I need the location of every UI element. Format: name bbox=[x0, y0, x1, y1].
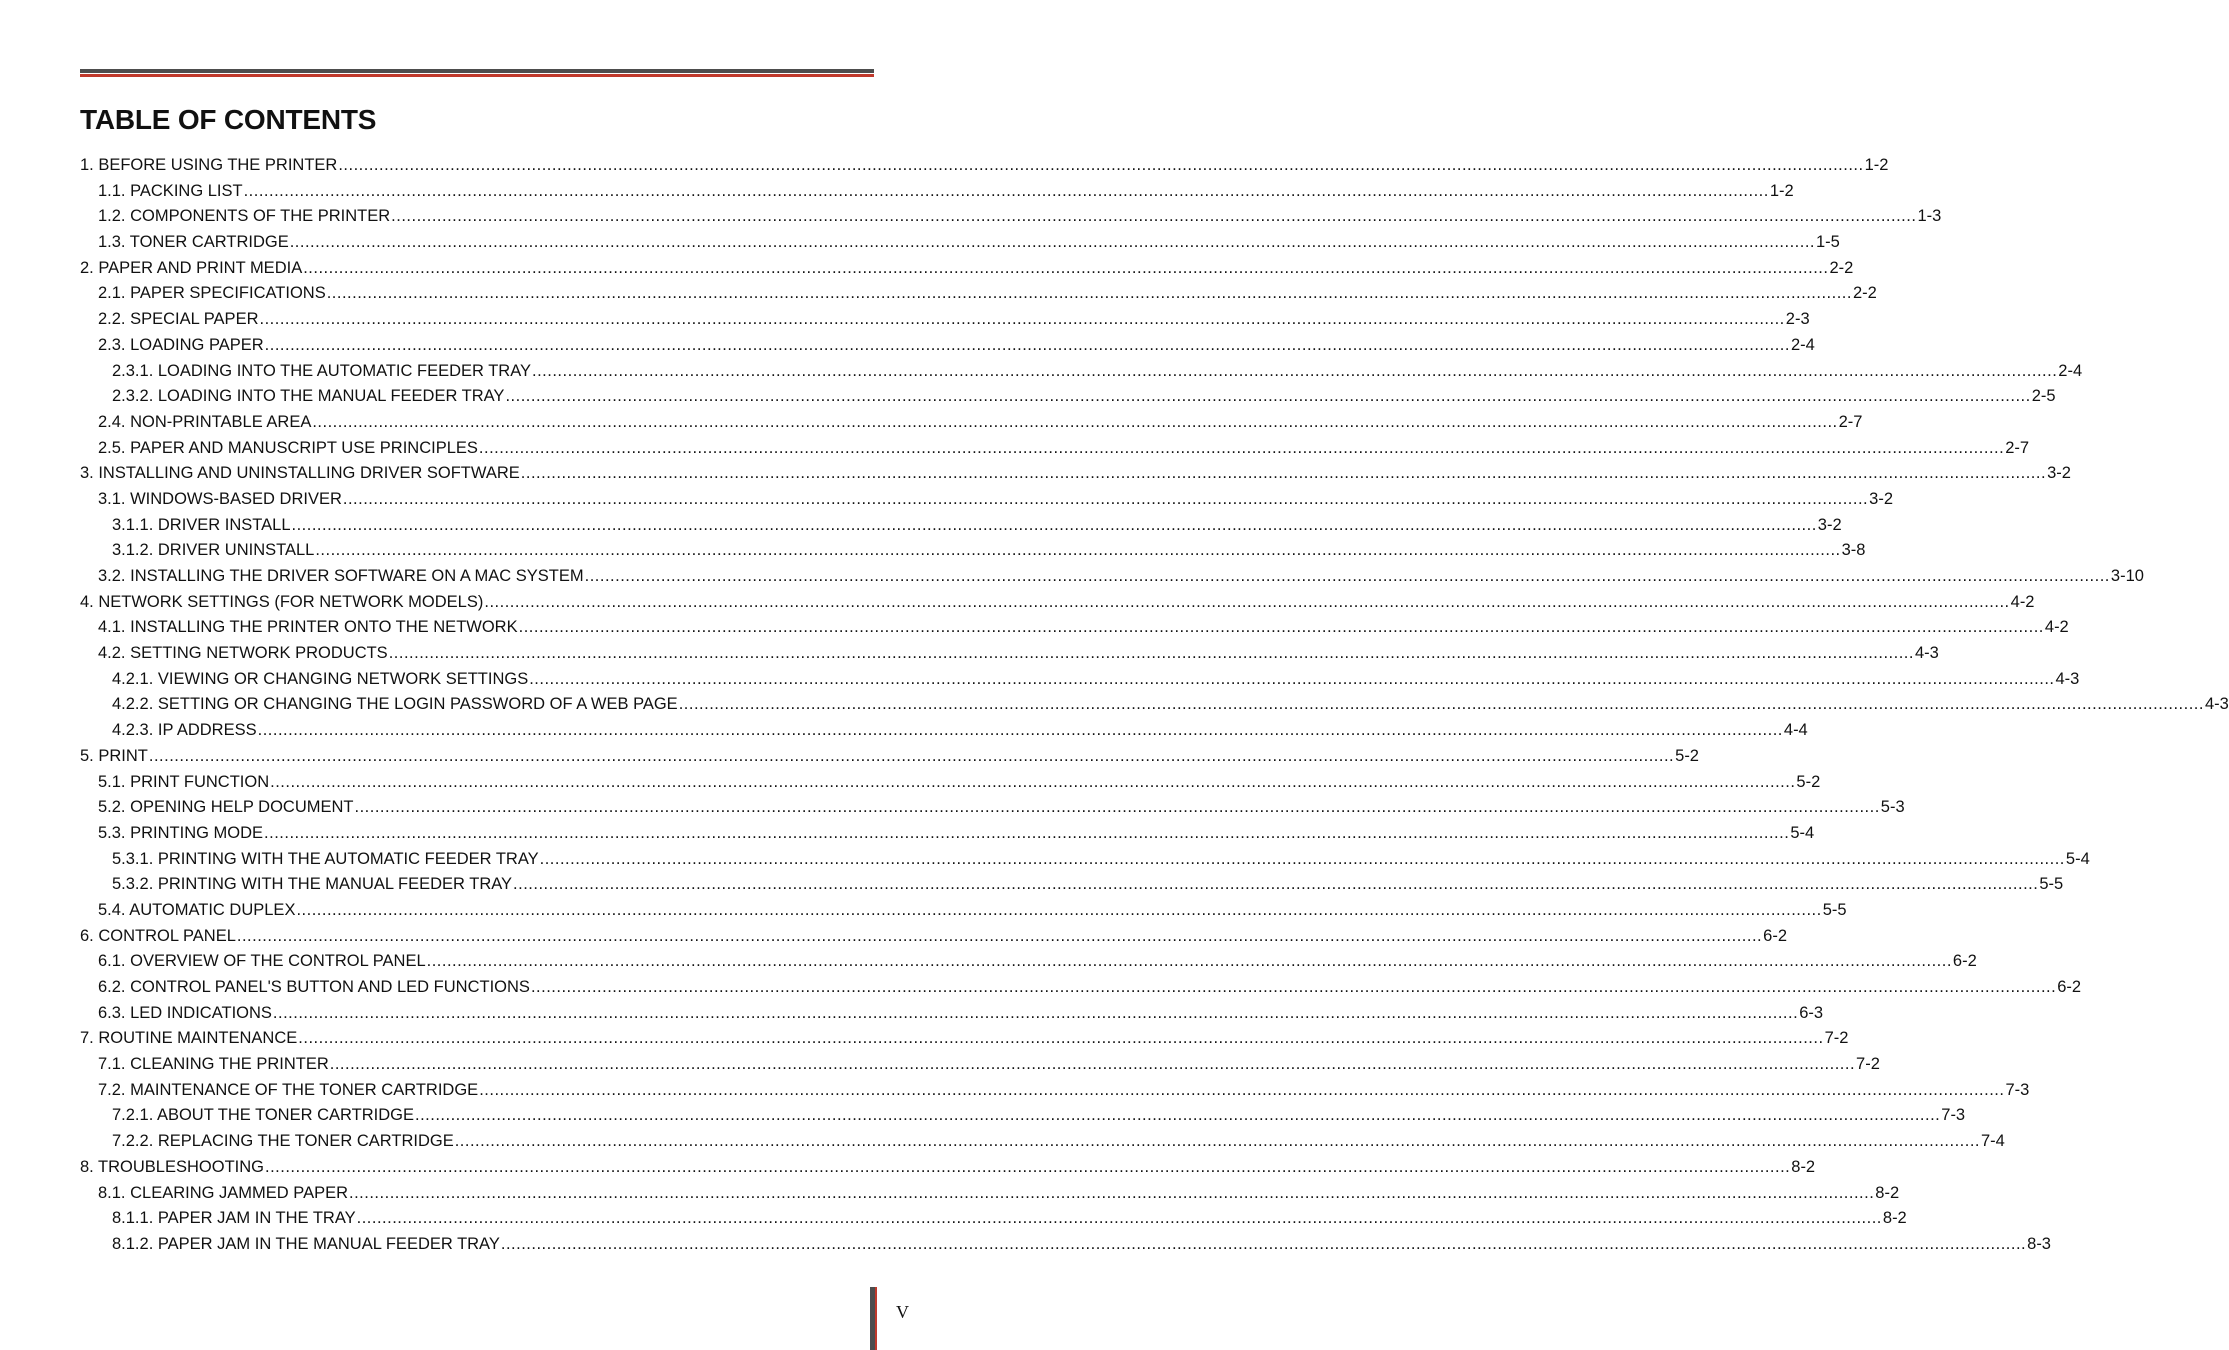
toc-leader-dots: ............................................................................................................................................................................................................................................................................................................ bbox=[678, 695, 2204, 714]
toc-entry-title: 8.1.2. PAPER JAM IN THE MANUAL FEEDER TRAY bbox=[112, 1234, 500, 1253]
toc-entry-title: 5.3.1. PRINTING WITH THE AUTOMATIC FEEDER TRAY bbox=[112, 849, 539, 868]
toc-entry-title: 7.2.2. REPLACING THE TONER CARTRIDGE bbox=[112, 1132, 454, 1151]
toc-entry-title: 7.2. MAINTENANCE OF THE TONER CARTRIDGE bbox=[98, 1080, 479, 1099]
toc-entry-page: 7-4 bbox=[1981, 1132, 2005, 1151]
toc-entry[interactable] bbox=[80, 153, 1889, 179]
toc-entry[interactable] bbox=[80, 1052, 1880, 1078]
toc-entry-page: 3-10 bbox=[2110, 567, 2144, 585]
toc-entry-page: 5-2 bbox=[1675, 746, 1699, 765]
toc-leader-dots: ............................................................................................................................................................................................................................................................................................................ bbox=[296, 900, 1822, 919]
toc-entry-title: 8.1.1. PAPER JAM IN THE TRAY bbox=[112, 1209, 356, 1228]
toc-entry-page: 6-3 bbox=[1799, 1003, 1824, 1022]
toc-leader-dots: ............................................................................................................................................................................................................................................................................................................ bbox=[236, 926, 1763, 945]
toc-entry[interactable] bbox=[80, 487, 1894, 513]
toc-entry[interactable] bbox=[80, 179, 1794, 205]
toc-entry-page: 8-2 bbox=[1791, 1157, 1816, 1176]
toc-entry[interactable] bbox=[80, 641, 1939, 667]
toc-entry-title: 5.3. PRINTING MODE bbox=[98, 823, 264, 842]
toc-entry-title: 4.1. INSTALLING THE PRINTER ONTO THE NETWORK bbox=[98, 618, 518, 637]
toc-entry-page: 2-2 bbox=[1852, 284, 1877, 303]
toc-entry-page: 3-8 bbox=[1841, 541, 1866, 560]
toc-entry-page: 1-2 bbox=[1769, 181, 1794, 200]
page-title: TABLE OF CONTENTS bbox=[80, 104, 377, 135]
toc-entry[interactable] bbox=[80, 770, 1821, 796]
toc-leader-dots: ............................................................................................................................................................................................................................................................................................................ bbox=[259, 310, 1785, 329]
toc-entry-page: 4-4 bbox=[1783, 721, 1808, 740]
toc-entry-page: 6-2 bbox=[2057, 978, 2082, 996]
toc-entry[interactable] bbox=[80, 590, 2035, 616]
toc-entry[interactable] bbox=[80, 513, 1842, 539]
toc-entry[interactable] bbox=[80, 281, 1877, 307]
toc-entry[interactable] bbox=[80, 1001, 1824, 1027]
toc-entry-page: 2-4 bbox=[1790, 335, 1815, 354]
toc-entry-page: 8-2 bbox=[1875, 1183, 1900, 1202]
toc-leader-dots: ............................................................................................................................................................................................................................................................................................................ bbox=[539, 849, 2065, 868]
toc-entry-title: 3.1.2. DRIVER UNINSTALL bbox=[112, 541, 315, 560]
toc-entry-title: 2.3.2. LOADING INTO THE MANUAL FEEDER TRAY bbox=[112, 387, 505, 406]
toc-entry-title: 2.2. SPECIAL PAPER bbox=[98, 310, 259, 329]
toc-entry[interactable] bbox=[80, 1181, 1900, 1207]
toc-entry-title: 3. INSTALLING AND UNINSTALLING DRIVER SOFTWARE bbox=[80, 464, 520, 483]
toc-entry-title: 5.3.2. PRINTING WITH THE MANUAL FEEDER TRAY bbox=[112, 875, 513, 894]
toc-leader-dots: ............................................................................................................................................................................................................................................................................................................ bbox=[264, 335, 1790, 354]
toc-entry-title: 2.5. PAPER AND MANUSCRIPT USE PRINCIPLES bbox=[98, 438, 478, 457]
toc-entry[interactable] bbox=[80, 1206, 1907, 1232]
toc-leader-dots: ............................................................................................................................................................................................................................................................................................................ bbox=[298, 1029, 1824, 1048]
toc-entry[interactable] bbox=[80, 410, 1863, 436]
toc-leader-dots: ............................................................................................................................................................................................................................................................................................................ bbox=[414, 1106, 1941, 1125]
toc-leader-dots: ............................................................................................................................................................................................................................................................................................................ bbox=[289, 233, 1815, 252]
toc-leader-dots: ............................................................................................................................................................................................................................................................................................................ bbox=[270, 772, 1796, 791]
toc-entry-page: 4-2 bbox=[2044, 618, 2069, 637]
toc-entry[interactable] bbox=[80, 538, 1866, 564]
toc-entry-page: 5-5 bbox=[2039, 875, 2064, 894]
toc-entry-title: 2.3. LOADING PAPER bbox=[98, 335, 264, 354]
toc-entry-title: 2.3.1. LOADING INTO THE AUTOMATIC FEEDER TRAY bbox=[112, 361, 532, 380]
toc-entry-title: 1.2. COMPONENTS OF THE PRINTER bbox=[98, 207, 391, 226]
toc-entry-title: 6.3. LED INDICATIONS bbox=[98, 1003, 272, 1022]
toc-entry-page: 6-2 bbox=[1763, 926, 1788, 945]
toc-entry-title: 5. PRINT bbox=[80, 746, 148, 765]
toc-entry[interactable] bbox=[80, 1129, 2005, 1155]
toc-leader-dots: ............................................................................................................................................................................................................................................................................................................ bbox=[513, 875, 2039, 894]
toc-leader-dots: ............................................................................................................................................................................................................................................................................................................ bbox=[329, 1055, 1856, 1074]
toc-entry[interactable] bbox=[80, 359, 2083, 385]
toc-entry-page: 7-3 bbox=[2005, 1080, 2030, 1099]
toc-entry[interactable] bbox=[80, 1232, 2051, 1258]
toc-entry-title: 5.1. PRINT FUNCTION bbox=[98, 772, 270, 791]
toc-leader-dots: ............................................................................................................................................................................................................................................................................................................ bbox=[264, 1157, 1791, 1176]
toc-entry[interactable] bbox=[80, 1155, 1816, 1181]
toc-entry[interactable] bbox=[80, 949, 1977, 975]
toc-entry-page: 6-2 bbox=[1952, 952, 1977, 971]
toc-leader-dots: ............................................................................................................................................................................................................................................................................................................ bbox=[354, 798, 1880, 817]
toc-entry[interactable] bbox=[80, 256, 1854, 282]
toc-entry-page: 5-4 bbox=[1790, 823, 1815, 842]
toc-entry-title: 7. ROUTINE MAINTENANCE bbox=[80, 1029, 298, 1048]
toc-entry-title: 2.1. PAPER SPECIFICATIONS bbox=[98, 284, 326, 303]
toc-entry-title: 2. PAPER AND PRINT MEDIA bbox=[80, 258, 303, 277]
toc-entry-page: 7-2 bbox=[1856, 1055, 1880, 1074]
toc-leader-dots: ............................................................................................................................................................................................................................................................................................................ bbox=[532, 361, 2058, 380]
toc-entry[interactable] bbox=[80, 230, 1840, 256]
toc-leader-dots: ............................................................................................................................................................................................................................................................................................................ bbox=[454, 1132, 1980, 1151]
toc-entry-title: 6.2. CONTROL PANEL'S BUTTON AND LED FUNCTIONS bbox=[98, 978, 530, 996]
toc-entry-title: 6.1. OVERVIEW OF THE CONTROL PANEL bbox=[98, 952, 426, 971]
header-rule bbox=[80, 69, 874, 73]
toc-entry-title: 4. NETWORK SETTINGS (FOR NETWORK MODELS) bbox=[80, 592, 484, 611]
toc-entry-page: 5-4 bbox=[2065, 849, 2090, 868]
toc-entry-page: 3-2 bbox=[1817, 515, 1842, 534]
toc-leader-dots: ............................................................................................................................................................................................................................................................................................................ bbox=[356, 1209, 1882, 1228]
toc-entry[interactable] bbox=[80, 384, 2056, 410]
toc-entry[interactable] bbox=[80, 461, 2071, 487]
toc-entry-title: 8. TROUBLESHOOTING bbox=[80, 1157, 264, 1176]
toc-entry[interactable] bbox=[80, 1026, 1849, 1052]
toc-leader-dots: ............................................................................................................................................................................................................................................................................................................ bbox=[303, 258, 1829, 277]
toc-entry-page: 2-7 bbox=[2005, 438, 2030, 457]
toc-leader-dots: ............................................................................................................................................................................................................................................................................................................ bbox=[500, 1234, 2027, 1253]
toc-leader-dots: ............................................................................................................................................................................................................................................................................................................ bbox=[148, 746, 1675, 765]
toc-entry-title: 7.1. CLEANING THE PRINTER bbox=[98, 1055, 329, 1074]
toc-entry-page: 4-2 bbox=[2010, 592, 2035, 611]
toc-leader-dots: ............................................................................................................................................................................................................................................................................................................ bbox=[426, 952, 1952, 971]
toc-leader-dots: ............................................................................................................................................................................................................................................................................................................ bbox=[479, 1080, 2005, 1099]
toc-leader-dots: ............................................................................................................................................................................................................................................................................................................ bbox=[342, 489, 1869, 508]
toc-entry-title: 3.1.1. DRIVER INSTALL bbox=[112, 515, 291, 534]
toc-entry-page: 4-3 bbox=[2204, 695, 2229, 714]
toc-leader-dots: ............................................................................................................................................................................................................................................................................................................ bbox=[518, 618, 2044, 637]
toc-entry[interactable] bbox=[80, 1078, 2030, 1104]
toc-entry-page: 2-3 bbox=[1785, 310, 1810, 329]
toc-entry[interactable] bbox=[80, 333, 1815, 359]
toc-entry[interactable] bbox=[80, 667, 2080, 693]
toc-entry-page: 2-5 bbox=[2031, 387, 2056, 406]
toc-entry-title: 5.2. OPENING HELP DOCUMENT bbox=[98, 798, 354, 817]
page-number: V bbox=[896, 1302, 909, 1322]
toc-entry-page: 5-3 bbox=[1880, 798, 1905, 817]
toc-entry[interactable] bbox=[80, 307, 1810, 333]
toc-leader-dots: ............................................................................................................................................................................................................................................................................................................ bbox=[388, 644, 1914, 663]
header-rule-accent bbox=[80, 74, 874, 77]
toc-entry[interactable] bbox=[80, 821, 1815, 847]
toc-leader-dots: ............................................................................................................................................................................................................................................................................................................ bbox=[529, 669, 2055, 688]
toc-entry[interactable] bbox=[80, 615, 2069, 641]
toc-entry-page: 2-7 bbox=[1838, 412, 1863, 431]
toc-entry-title: 3.2. INSTALLING THE DRIVER SOFTWARE ON A MAC SYSTEM bbox=[98, 567, 584, 585]
toc-entry-title: 3.1. WINDOWS-BASED DRIVER bbox=[98, 489, 342, 508]
toc-entry[interactable] bbox=[80, 436, 2030, 462]
toc-leader-dots: ............................................................................................................................................................................................................................................................................................................ bbox=[243, 181, 1769, 200]
toc-leader-dots: ............................................................................................................................................................................................................................................................................................................ bbox=[312, 412, 1838, 431]
toc-entry-page: 7-2 bbox=[1824, 1029, 1849, 1048]
toc-leader-dots: ............................................................................................................................................................................................................................................................................................................ bbox=[520, 464, 2047, 483]
toc-entry[interactable] bbox=[80, 204, 1942, 230]
toc-leader-dots: ............................................................................................................................................................................................................................................................................................................ bbox=[338, 156, 1864, 174]
toc-entry-title: 7.2.1. ABOUT THE TONER CARTRIDGE bbox=[112, 1106, 414, 1125]
toc-entry[interactable] bbox=[80, 692, 2229, 718]
toc-leader-dots: ............................................................................................................................................................................................................................................................................................................ bbox=[505, 387, 2031, 406]
toc-entry-page: 2-2 bbox=[1829, 258, 1854, 277]
toc-entry-page: 3-2 bbox=[2047, 464, 2071, 483]
toc-entry-page: 7-3 bbox=[1941, 1106, 1966, 1125]
toc-leader-dots: ............................................................................................................................................................................................................................................................................................................ bbox=[315, 541, 1841, 560]
toc-leader-dots: ............................................................................................................................................................................................................................................................................................................ bbox=[272, 1003, 1799, 1022]
toc-leader-dots: ............................................................................................................................................................................................................................................................................................................ bbox=[484, 592, 2010, 611]
toc-entry-title: 4.2.2. SETTING OR CHANGING THE LOGIN PASSWORD OF A WEB PAGE bbox=[112, 695, 678, 714]
toc-entry[interactable] bbox=[80, 924, 1788, 950]
toc-entry[interactable] bbox=[80, 975, 2082, 1001]
toc-entry-title: 4.2. SETTING NETWORK PRODUCTS bbox=[98, 644, 388, 663]
toc-entry-title: 2.4. NON-PRINTABLE AREA bbox=[98, 412, 312, 431]
footer-rule-accent bbox=[875, 1287, 877, 1350]
toc-entry[interactable] bbox=[80, 898, 1847, 924]
toc-leader-dots: ............................................................................................................................................................................................................................................................................................................ bbox=[478, 438, 2005, 457]
toc-entry[interactable] bbox=[80, 718, 1808, 744]
toc-entry-page: 8-3 bbox=[2027, 1234, 2051, 1253]
toc-entry-page: 1-5 bbox=[1816, 233, 1840, 252]
toc-entry-page: 5-5 bbox=[1822, 900, 1847, 919]
toc-leader-dots: ............................................................................................................................................................................................................................................................................................................ bbox=[530, 978, 2057, 996]
toc-leader-dots: ............................................................................................................................................................................................................................................................................................................ bbox=[264, 823, 1790, 842]
toc-entry[interactable] bbox=[80, 744, 1699, 770]
toc-entry-page: 4-3 bbox=[1914, 644, 1939, 663]
toc-entry-title: 1.1. PACKING LIST bbox=[98, 181, 243, 200]
toc-leader-dots: ............................................................................................................................................................................................................................................................................................................ bbox=[349, 1183, 1875, 1202]
toc-entry-page: 8-2 bbox=[1882, 1209, 1907, 1228]
toc-entry-title: 4.2.1. VIEWING OR CHANGING NETWORK SETTINGS bbox=[112, 669, 529, 688]
toc-leader-dots: ............................................................................................................................................................................................................................................................................................................ bbox=[584, 567, 2110, 585]
toc-entry[interactable] bbox=[80, 1103, 1966, 1129]
toc-entry[interactable] bbox=[80, 564, 2144, 590]
toc-entry-page: 2-4 bbox=[2058, 361, 2083, 380]
toc-entry-title: 1.3. TONER CARTRIDGE bbox=[98, 233, 289, 252]
toc-entry[interactable] bbox=[80, 847, 2090, 873]
toc-entry[interactable] bbox=[80, 795, 1905, 821]
table-of-contents bbox=[80, 153, 2229, 1258]
toc-leader-dots: ............................................................................................................................................................................................................................................................................................................ bbox=[257, 721, 1783, 740]
toc-entry-page: 3-2 bbox=[1869, 489, 1894, 508]
toc-entry-page: 1-2 bbox=[1864, 156, 1889, 174]
toc-leader-dots: ............................................................................................................................................................................................................................................................................................................ bbox=[391, 207, 1917, 226]
toc-leader-dots: ............................................................................................................................................................................................................................................................................................................ bbox=[326, 284, 1852, 303]
toc-entry-page: 1-3 bbox=[1917, 207, 1942, 226]
toc-leader-dots: ............................................................................................................................................................................................................................................................................................................ bbox=[291, 515, 1817, 534]
toc-entry-page: 5-2 bbox=[1796, 772, 1821, 791]
toc-entry-title: 6. CONTROL PANEL bbox=[80, 926, 236, 945]
toc-entry[interactable] bbox=[80, 872, 2064, 898]
toc-entry-title: 5.4. AUTOMATIC DUPLEX bbox=[98, 900, 296, 919]
toc-entry-page: 4-3 bbox=[2055, 669, 2080, 688]
toc-entry-title: 8.1. CLEARING JAMMED PAPER bbox=[98, 1183, 349, 1202]
toc-entry-title: 4.2.3. IP ADDRESS bbox=[112, 721, 257, 740]
toc-entry-title: 1. BEFORE USING THE PRINTER bbox=[80, 156, 338, 174]
